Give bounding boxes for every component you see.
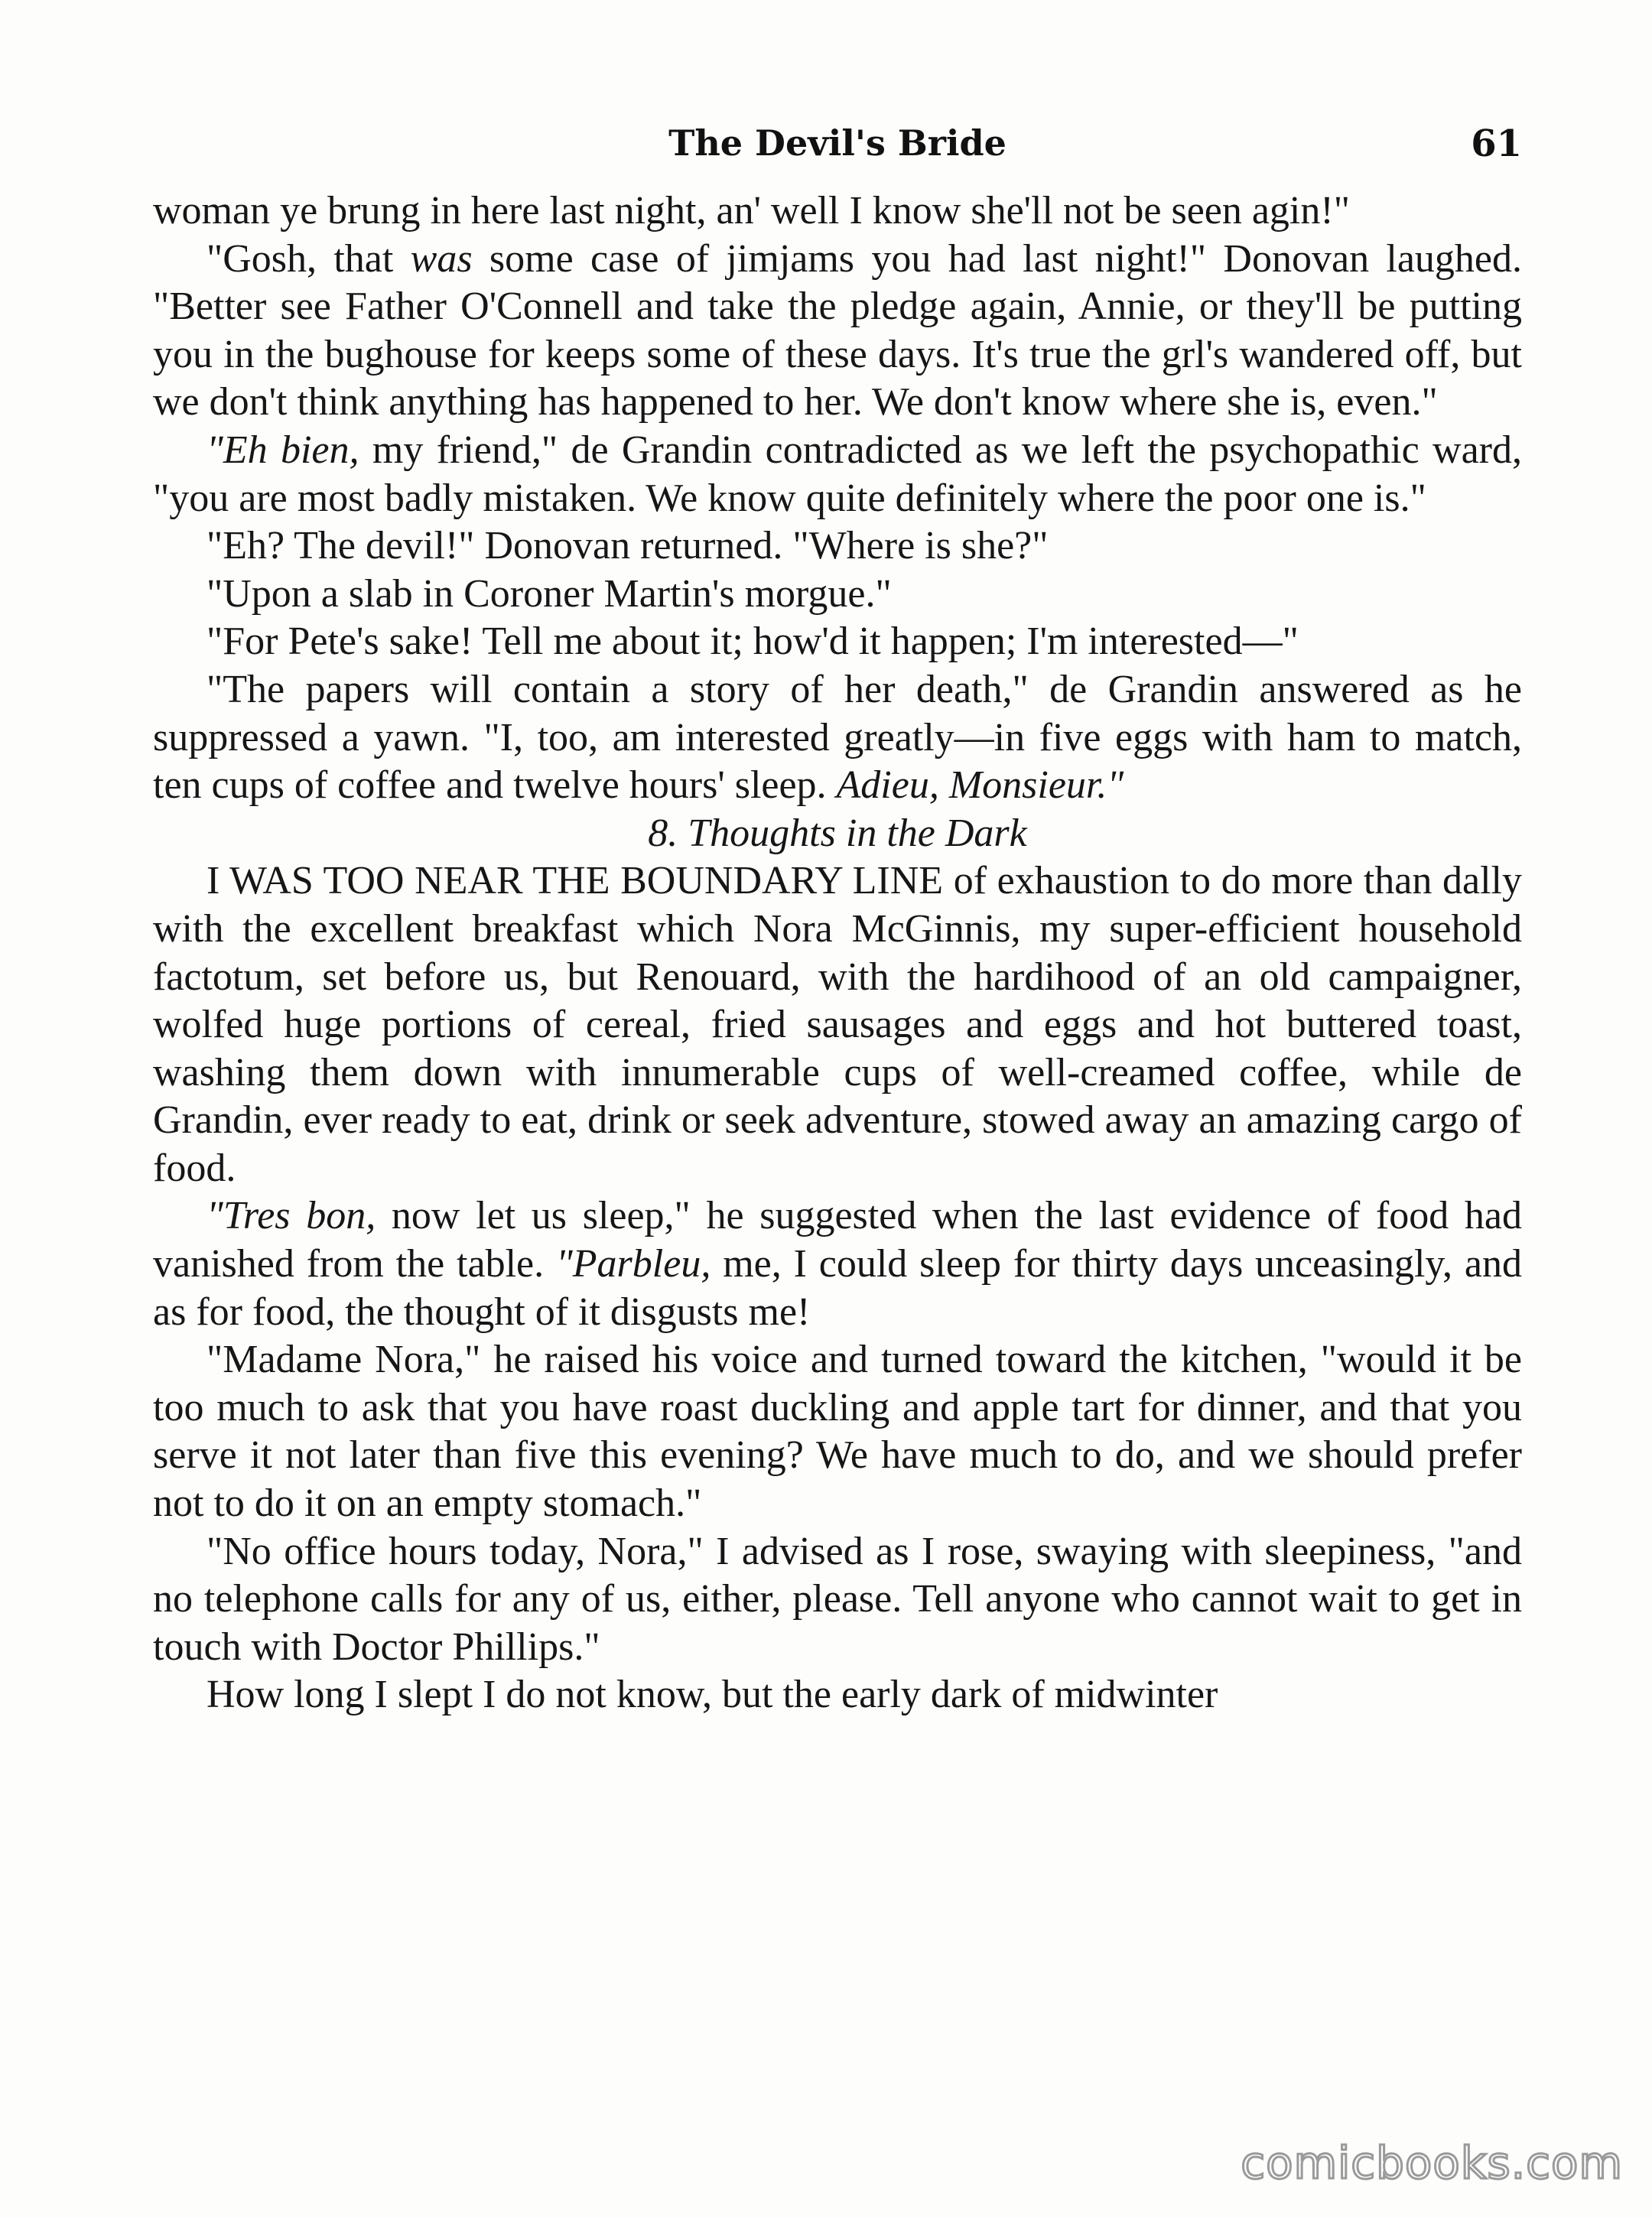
paragraph: "Upon a slab in Coroner Martin's morgue." [206, 571, 892, 616]
italic-run: "Parbleu, [555, 1242, 711, 1286]
paragraph: I WAS TOO NEAR THE BOUNDARY LINE of exhaustion to do more than dally with the excellent breakfast which Nora McGinnis, my super-efficient household factotum, set before us, but Renouard, with the hardihood of an old campaigner, wolfed huge portions of cereal, fried sausages and eggs and hot buttered toast, washing them down with innumerable cups of well-creamed coffee, while de Grandin, ever ready to eat, drink or seek adventure, stowed away an amazing cargo of food. [153, 859, 1522, 1190]
paragraph: How long I slept I do not know, but the early dark of midwinter [206, 1673, 1218, 1717]
paragraph-continued: woman ye brung in here last night, an' well I know she'll not be seen agin!" [153, 189, 1350, 233]
text-run: some case of jimjams you had last night!" Donovan laughed. "Better see Father O'Connell and take the pledge again, Annie, or they'll be putting you in the bughouse for keeps some of these days. It's true the grl's wandered off, but we don't think anything has happened to her. We don't know where she is, even." [153, 236, 1523, 424]
paragraph [153, 236, 1522, 427]
paragraph: "Madame Nora," he raised his voice and turned toward the kitchen, "would it be too much to ask that you have roast duckling and apple tart for dinner, and that you serve it not later than five this evening? We have much to do, and we should prefer not to do it on an empty stomach." [153, 1338, 1522, 1526]
page-header [153, 122, 1522, 176]
page-number: 61 [1471, 122, 1522, 165]
text-run: now let us sleep," he suggested when the last evidence of food had vanished from the table. [153, 1194, 1522, 1286]
italic-run: Adieu, Monsieur." [836, 763, 1124, 808]
paragraph: "For Pete's sake! Tell me about it; how'd it happen; I'm interested—" [206, 620, 1299, 664]
paragraph [153, 1192, 1522, 1336]
paragraph: "Eh? The devil!" Donovan returned. "Where is she?" [206, 524, 1049, 568]
watermark-logo: comicbooks.com [1241, 2137, 1623, 2189]
text-run: my friend," de Grandin contradicted as we left the psychopathic ward, "you are most badly mistaken. We know quite definitely where the poor one is." [153, 428, 1522, 520]
body-text [153, 187, 1522, 1719]
italic-run: "Tres bon, [206, 1194, 376, 1238]
paragraph [153, 666, 1522, 810]
paragraph [153, 427, 1522, 522]
paragraph: "No office hours today, Nora," I advised as I rose, swaying with sleepiness, "and no telephone calls for any of us, either, please. Tell anyone who cannot wait to get in touch with Doctor Phillips." [153, 1529, 1522, 1669]
running-title: The Devil's Bride [668, 122, 1006, 164]
text-run: "Gosh, that [206, 236, 411, 281]
section-heading: 8. Thoughts in the Dark [648, 811, 1027, 855]
italic-run: "Eh bien, [206, 428, 359, 472]
text-run: me, I could sleep for thirty days unceasingly, and as for food, the thought of it disgusts me! [153, 1242, 1522, 1334]
text-run: "The papers will contain a story of her death," de Grandin answered as he suppressed a yawn. "I, too, am interested greatly—in five eggs with ham to match, ten cups of coffee and twelve hours' sleep. [153, 667, 1522, 808]
italic-run: was [410, 236, 473, 281]
